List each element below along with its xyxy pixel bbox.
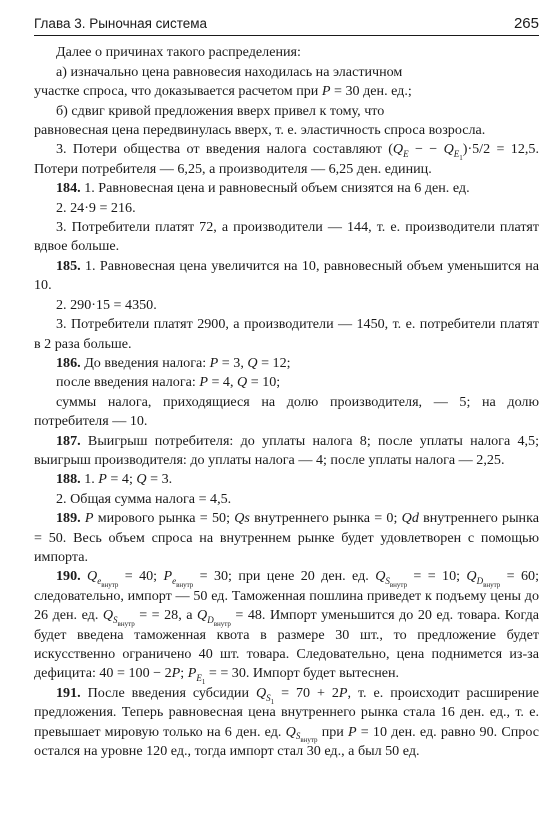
paragraph: 187. Выигрыш потребителя: до уплаты налога 8; после уплаты налога 4,5; выигрыш производителя: до уплаты налога — 4; после уплаты налога — 2,25.	[34, 432, 539, 468]
paragraph: 190. $Q_{e_{внутр}} = 40$; $P_{e_{внутр}} = 30$; при цене 20 ден. ед. $Q_{S_{внутр}}$ = = 10; $Q_{D_{внутр}} = 60$; следовательно, импорт — 50 ед. Таможенная пошлина приведет к подъему цены до 26 ден. ед. $Q_{S_{внутр}}$ = = 28, а $Q_{D_{внутр}} = 48$. Импорт уменьшится до 20 ед. товара. Когда будет введена таможенная квота в размере 30 шт., то предложение будет искусственно ограничено 40 шт. товара. Следовательно, цена поднимется из-за дефицита: 40 = 100 − 2P; $P_{E_1}$ = = 30. Импорт будет вытеснен.	[34, 568, 539, 687]
paragraph: после введения налога: P = 4, Q = 10;	[56, 374, 281, 391]
paragraph: а) изначально цена равновесия находилась на эластичном	[56, 63, 403, 80]
chapter-title: Глава 3. Рыночная система	[34, 16, 208, 31]
paragraph: 2. 24·9 = 216.	[56, 199, 136, 216]
paragraph: 3. Потери общества от введения налога составляют ($Q_E$ − − $Q_{E_1})\cdot 5/2 = 12,5$. Потери потребителя — 6,25, а производителя — 6,25 ден. единиц.	[34, 141, 539, 177]
page-number: 265	[513, 15, 539, 32]
paragraph: 185. 1. Равновесная цена увеличится на 10, равновесный объем уменьшится на 10.	[34, 257, 539, 294]
paragraph: 188. 1. P = 4; Q = 3.	[56, 471, 173, 488]
paragraph: 184. 1. Равновесная цена и равновесный объем снизятся на 6 ден. ед.	[56, 180, 470, 197]
paragraph: 2. Общая сумма налога = 4,5.	[56, 490, 232, 507]
page-header	[34, 14, 539, 36]
paragraph: 189. P мирового рынка = 50; Qs внутреннего рынка = 0; Qd внутреннего рынка = 50. Весь объем спроса на внутреннем рынке будет удовлетворен с помощью импорта.	[34, 510, 539, 565]
paragraph: 3. Потребители платят 72, а производители — 144, т. е. производители платят вдвое больше.	[34, 219, 539, 255]
page	[34, 14, 539, 761]
paragraph: равновесная цена передвинулась вверх, т. е. эластичность спроса возросла.	[34, 122, 486, 139]
paragraph: 2. 290·15 = 4350.	[56, 296, 157, 313]
paragraph: б) сдвиг кривой предложения вверх привел к тому, что	[56, 102, 385, 119]
paragraph: 3. Потребители платят 2900, а производители — 1450, т. е. потребители платят в 2 раза больше.	[34, 316, 539, 352]
paragraph: суммы налога, приходящиеся на долю производителя, — 5; на долю потребителя — 10.	[34, 393, 539, 430]
paragraph: 191. После введения субсидии $Q_{S_1} = 70 + 2P$, т. е. происходит расширение предложения. Теперь равновесная цена внутреннего рынка стала 16 ден. ед., т. е. превышает мировую только на 6 ден. ед. $Q_{S_{внутр}}$ при P = 10 ден. ед. равно 90. Спрос остался на уровне 120 ед., тогда импорт стал 30 ед., а был 50 ед.	[34, 684, 539, 760]
paragraph: 186. До введения налога: P = 3, Q = 12;	[56, 354, 291, 371]
paragraph: участке спроса, что доказывается расчетом при P = 30 ден. ед.;	[34, 83, 412, 100]
paragraph: Далее о причинах такого распределения:	[56, 44, 301, 61]
page-body	[34, 43, 539, 761]
